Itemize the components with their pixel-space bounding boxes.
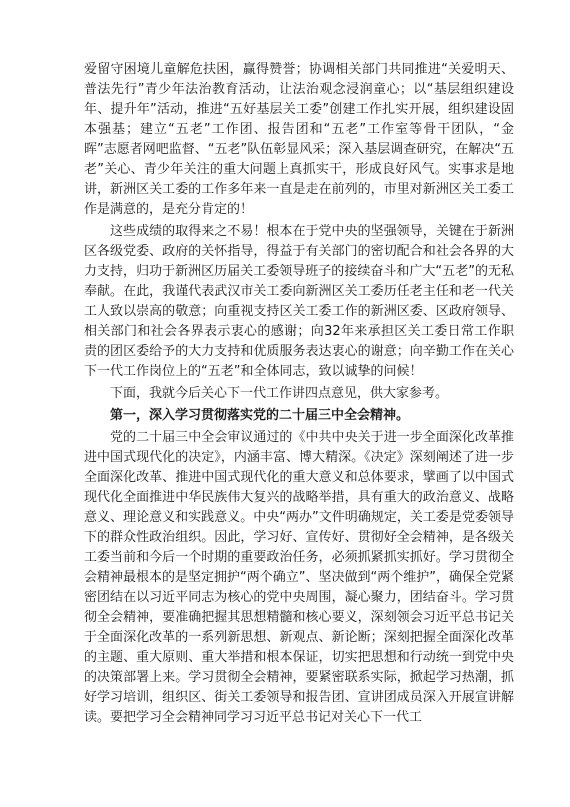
document-body (84, 60, 514, 730)
section-heading-1: 第一，深入学习贯彻落实党的二十届三中全会精神。 (110, 408, 410, 423)
paragraph-2: 这些成绩的取得来之不易！根本在于党中央的坚强领导，关键在于新洲区各级党委、政府的关怀指导，得益于有关部门的密切配合和社会各界的大力支持，归功于新洲区历届关工委领导班子的接续奋斗和广大“五老”的无私奉献。在此，我谨代表武汉市关工委向新洲区关工委历任老主任和老一代关工人致以崇高的敬意；向重视支持区关工委工作的新洲区委、区政府领导、相关部门和社会各界表示衷心的感谢；向32年来承担区关工委日常工作职责的团区委给予的大力支持和优质服务表达衷心的谢意；向辛勤工作在关心下一代工作岗位上的“五老”和全体同志，致以诚挚的问候！ (84, 224, 514, 379)
paragraph-3: 下面，我就今后关心下一代工作讲四点意见，供大家参考。 (110, 386, 449, 401)
paragraph-4: 党的二十届三中全会审议通过的《中共中央关于进一步全面深化改革推进中国式现代化的决定》，内涵丰富、博大精深。《决定》深刻阐述了进一步全面深化改革、推进中国式现代化的重大意义和总体要求，擘画了以中国式现代化全面推进中华民族伟大复兴的战略举措，具有重大的政治意义、战略意义、理论意义和实践意义。中央“两办”文件明确规定，关工委是党委领导下的群众性政治组织。因此，学习好、宣传好、贯彻好全会精神，是各级关工委当前和今后一个时期的重要政治任务，必须抓紧抓实抓好。学习贯彻全会精神最根本的是坚定拥护“两个确立”、坚决做到“两个维护”，确保全党紧密团结在以习近平同志为核心的党中央周围，凝心聚力，团结奋斗。学习贯彻全会精神，要准确把握其思想精髓和核心要义，深刻领会习近平总书记关于全面深化改革的一系列新思想、新观点、新论断；深刻把握全面深化改革的主题、重大原则、重大举措和根本保证，切实把思想和行动统一到党中央的决策部署上来。学习贯彻全会精神，要紧密联系实际，掀起学习热潮，抓好学习培训，组织区、街关工委领导和报告团、宣讲团成员深入开展宣讲解读。要把学习全会精神同学习习近平总书记对关心下一代工 (84, 430, 514, 725)
paragraph-1: 爱留守困境儿童解危扶困，赢得赞誉；协调相关部门共同推进“关爱明天、普法先行”青少年法治教育活动，让法治观念浸润童心；以“基层组织建设年、提升年”活动，推进“五好基层关工委”创建工作扎实开展，组织建设固本强基；建立“五老”工作团、报告团和“五老”工作室等骨干团队，“金晖”志愿者网吧监督、“五老”队伍彰显风采；深入基层调查研究，在解决“五老”关心、青少年关注的重大问题上真抓实干，形成良好风气。实事求是地讲，新洲区关工委的工作多年来一直是走在前列的，市里对新洲区关工委工作是满意的，是充分肯定的！ (84, 62, 514, 217)
